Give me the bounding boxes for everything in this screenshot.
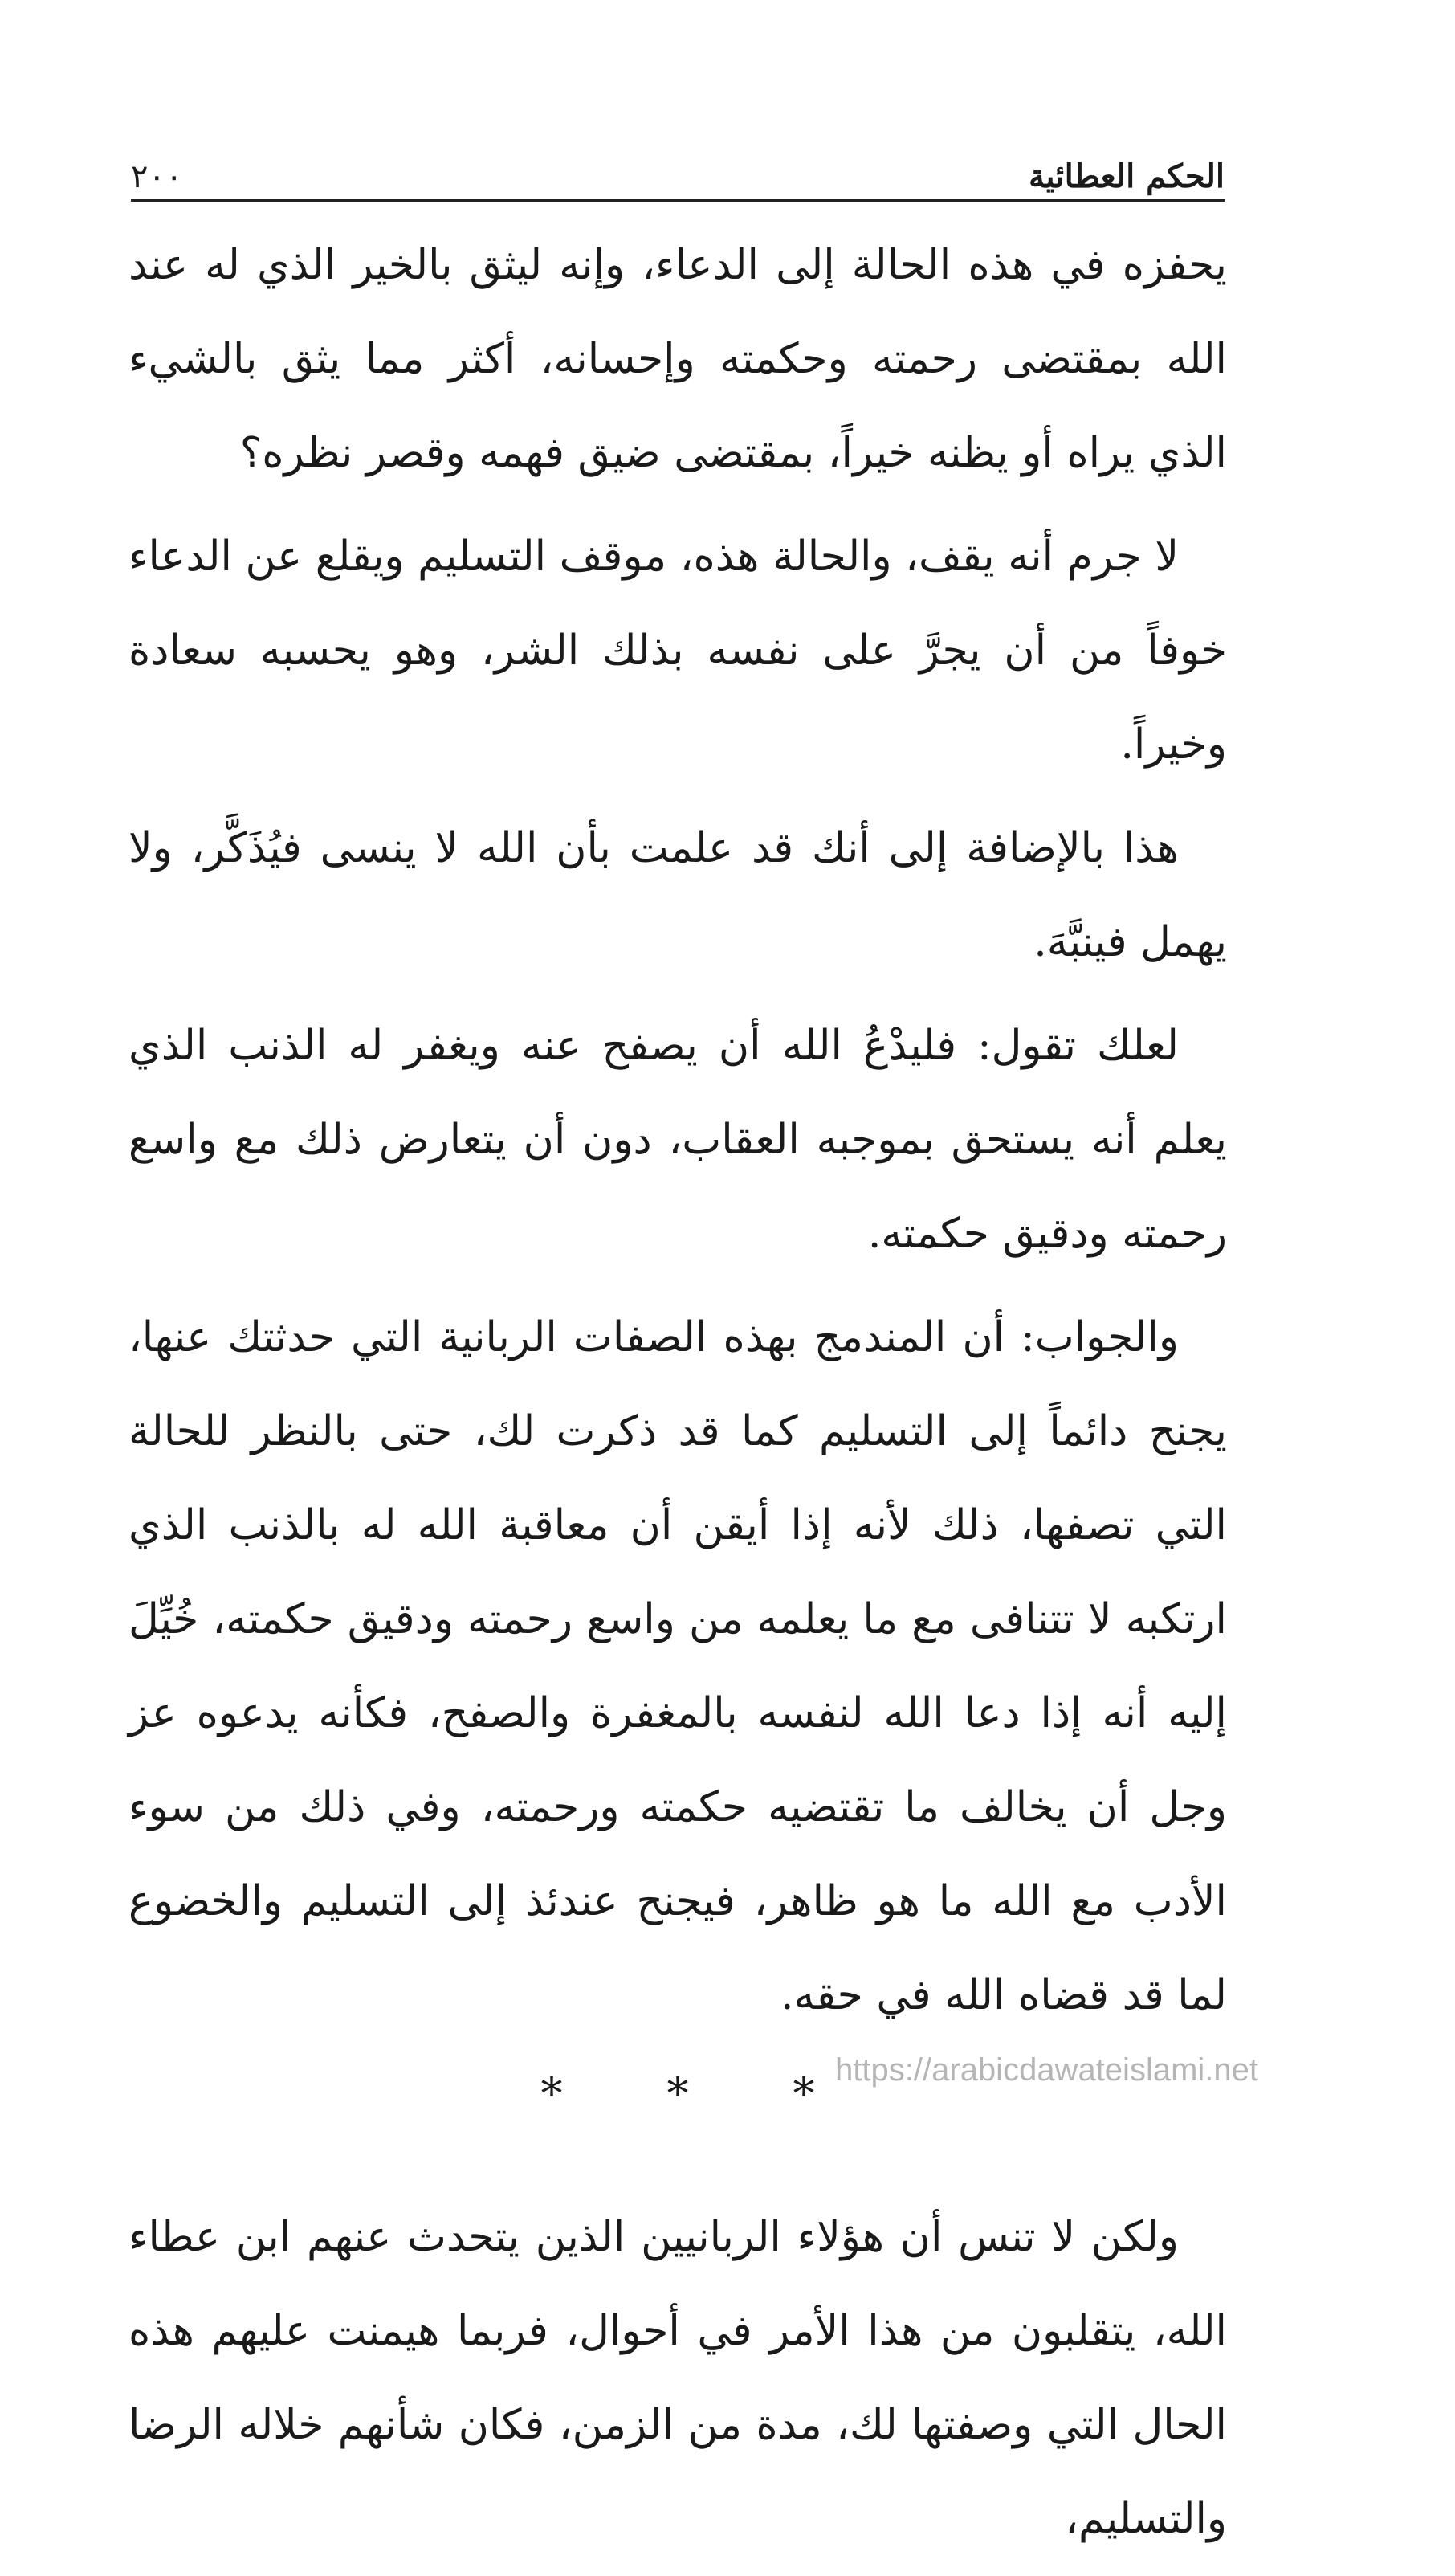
separator-asterisk: * <box>666 2068 689 2119</box>
separator-asterisk: * <box>793 2068 815 2119</box>
paragraph: والجواب: أن المندمج بهذه الصفات الربانية التي حدثتك عنها، يجنح دائماً إلى التسليم كما قد ذكرت لك، حتى بالنظر للحالة التي تصفها، ذلك لأنه إذا أيقن أن معاقبة الله له بالذنب الذي ارتكبه لا تتنافى مع ما يعلمه من واسع رحمته ودقيق حكمته، خُيِّلَ إليه أنه إذا دعا الله لنفسه بالمغفرة والصفح، فكأنه يدعوه عز وجل أن يخالف ما تقتضيه حكمته ورحمته، وفي ذلك من سوء الأدب مع الله ما هو ظاهر، فيجنح عندئذ إلى التسليم والخضوع لما قد قضاه الله في حقه. <box>128 1313 1227 2019</box>
paragraph: لعلك تقول: فليدْعُ الله أن يصفح عنه ويغفر له الذنب الذي يعلم أنه يستحق بموجبه العقاب، دون أن يتعارض ذلك مع واسع رحمته ودقيق حكمته. <box>128 1022 1227 1258</box>
paragraph: هذا بالإضافة إلى أنك قد علمت بأن الله لا ينسى فيُذَكَّر، ولا يهمل فينبَّهَ. <box>128 824 1227 966</box>
watermark-url: https://arabicdawateislami.net <box>835 2052 1258 2088</box>
paragraph: لا جرم أنه يقف، والحالة هذه، موقف التسليم ويقلع عن الدعاء خوفاً من أن يجرَّ على نفسه بذلك الشر، وهو يحسبه سعادة وخيراً. <box>128 533 1227 769</box>
page-number: ٢٠٠ <box>131 158 183 195</box>
paragraph: ولكن لا تنس أن هؤلاء الربانيين الذين يتحدث عنهم ابن عطاء الله، يتقلبون من هذا الأمر في أحوال، فربما هيمنت عليهم هذه الحال التي وصفتها لك، مدة من الزمن، فكان شأنهم خلاله الرضا والتسليم، <box>128 2213 1227 2543</box>
separator-asterisk: * <box>540 2068 563 2119</box>
page-header <box>131 137 1225 193</box>
running-title: الحكم العطائية <box>1028 157 1225 195</box>
paragraph: يحفزه في هذه الحالة إلى الدعاء، وإنه ليثق بالخير الذي له عند الله بمقتضى رحمته وحكمته وإحسانه، أكثر مما يثق بالشيء الذي يراه أو يظنه خيراً، بمقتضى ضيق فهمه وقصر نظره؟ <box>128 241 1227 477</box>
header-rule <box>131 199 1225 202</box>
main-text <box>128 218 1227 2576</box>
